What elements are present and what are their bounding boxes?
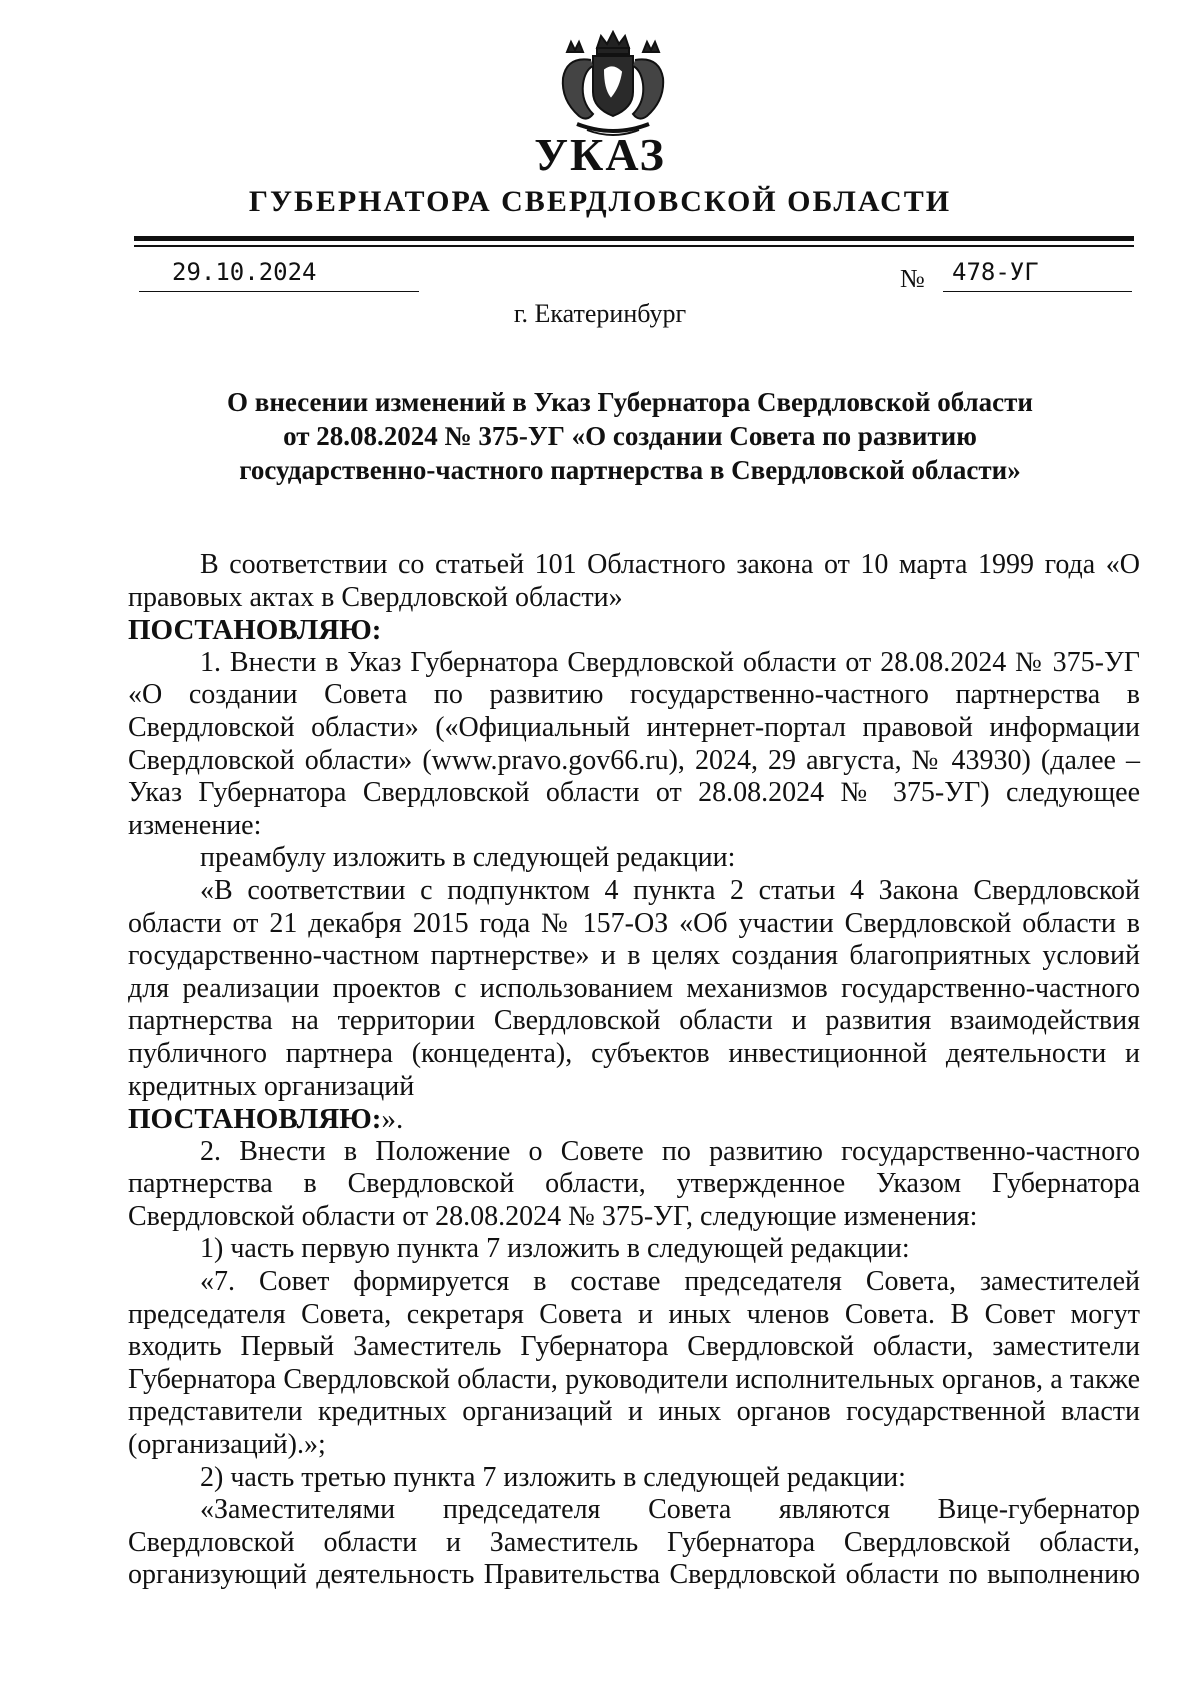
- decree-date: 29.10.2024: [172, 258, 317, 286]
- item-2-paragraph: 2. Внести в Положение о Совете по развитию государственно-частного партнерства в Свердловской области, утвержденное Указом Губернатора Свердловской области от 28.08.2024 № 375-УГ, следующие изменения:: [128, 1135, 1140, 1232]
- quoted-resolve-bold: ПОСТАНОВЛЯЮ:: [128, 1103, 382, 1136]
- resolve-heading: ПОСТАНОВЛЯЮ:: [128, 614, 382, 647]
- decree-subject: [130, 385, 1130, 487]
- item-2-subitem-1: 1) часть первую пункта 7 изложить в следующей редакции:: [200, 1233, 910, 1265]
- number-underline: [943, 291, 1132, 292]
- decree-title: УКАЗ: [534, 129, 666, 180]
- item-2-subitem-2: 2) часть третью пункта 7 изложить в следующей редакции:: [200, 1461, 906, 1493]
- legal-basis-paragraph: В соответствии со статьей 101 Областного закона от 10 марта 1999 года «О правовых актах в Свердловской области»: [128, 549, 1140, 613]
- subject-line: от 28.08.2024 № 375-УГ «О создании Совета по развитию: [283, 421, 977, 451]
- decree-body: [128, 549, 1140, 1592]
- header-rule-thick: [134, 236, 1134, 241]
- quoted-resolve-heading: [128, 1103, 1140, 1136]
- header-rule-thin: [134, 245, 1134, 247]
- decree-number: 478-УГ: [952, 258, 1039, 286]
- number-sign: №: [900, 264, 925, 293]
- item-2-subitem-2-quote: «Заместителями председателя Совета являются Вице-губернатор Свердловской области и Заместитель Губернатора Свердловской области, организующий деятельность Правительства Свердловской области по выполнению: [128, 1494, 1140, 1591]
- issuing-authority: ГУБЕРНАТОРА СВЕРДЛОВСКОЙ ОБЛАСТИ: [248, 185, 952, 218]
- item-2-subitem-1-quote: «7. Совет формируется в составе председателя Совета, заместителей председателя Совета, секретаря Совета и иных членов Совета. В Совет могут входить Первый Заместитель Губернатора Свердловской области, заместители Губернатора Свердловской области, руководители исполнительных органов, а также представители кредитных организаций и иных органов государственной власти (организаций).»;: [128, 1266, 1140, 1461]
- subject-line: государственно-частного партнерства в Свердловской области»: [239, 455, 1021, 485]
- coat-of-arms-emblem: [553, 30, 673, 140]
- quoted-resolve-tail: ».: [381, 1103, 404, 1136]
- item-1-paragraph: 1. Внести в Указ Губернатора Свердловской области от 28.08.2024 № 375-УГ «О создании Совета по развитию государственно-частного партнерства в Свердловской области» («Официальный интернет-портал правовой информации Свердловской области» (www.pravo.gov66.ru), 2024, 29 августа, № 43930) (далее – Указ Губернатора Свердловской области от 28.08.2024 № 375-УГ) следующее изменение:: [128, 646, 1140, 841]
- subject-line: О внесении изменений в Указ Губернатора Свердловской области: [227, 387, 1033, 417]
- city-of-issue: г. Екатеринбург: [513, 299, 687, 328]
- date-underline: [139, 291, 419, 292]
- item-1-intro: преамбулу изложить в следующей редакции:: [200, 842, 736, 874]
- item-1-quoted-preamble: «В соответствии с подпунктом 4 пункта 2 статьи 4 Закона Свердловской области от 21 декабря 2015 года № 157-ОЗ «Об участии Свердловской области в государственно-частном партнерстве» и в целях создания благоприятных условий для реализации проектов с использованием механизмов государственно-частного партнерства на территории Свердловской области и развития взаимодействия публичного партнера (концедента), субъектов инвестиционной деятельности и кредитных организаций: [128, 874, 1140, 1102]
